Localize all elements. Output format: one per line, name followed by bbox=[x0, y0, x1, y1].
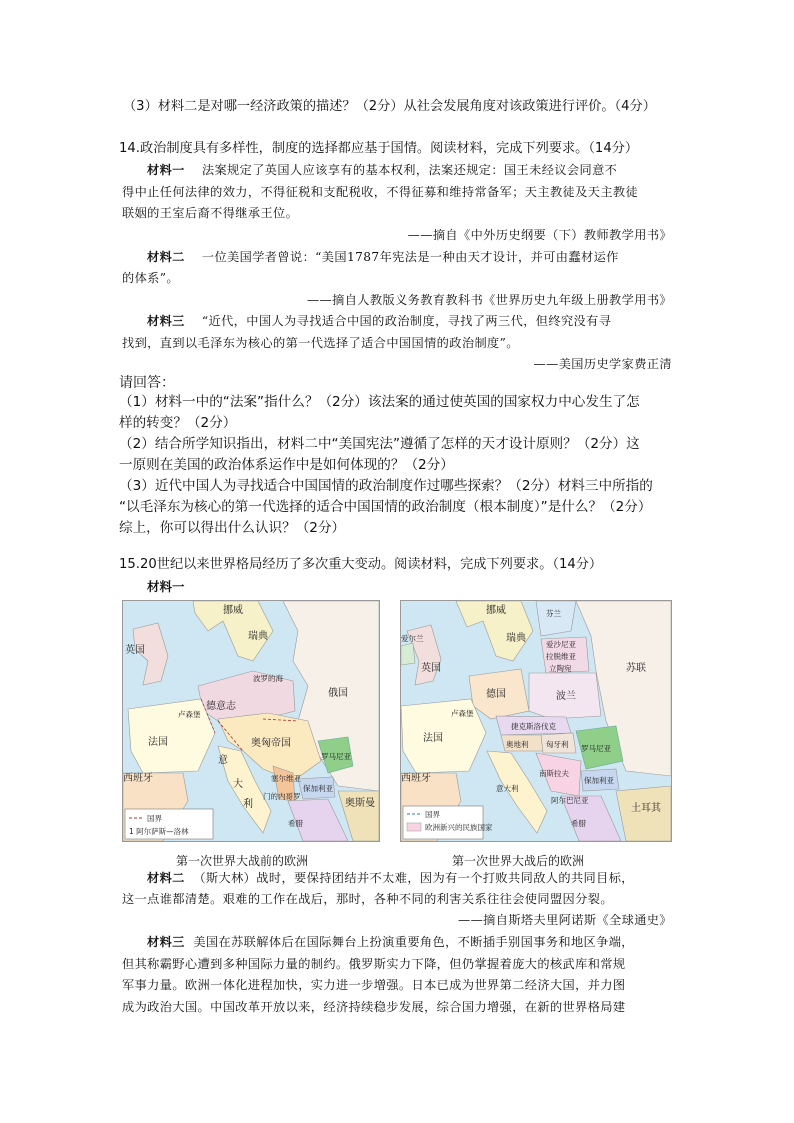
material-label: 材料三 bbox=[147, 314, 185, 328]
map-label: 波兰 bbox=[556, 691, 576, 702]
q14-material1-line1 bbox=[147, 161, 617, 179]
map-label: 波罗的海 bbox=[253, 674, 283, 683]
q14-question-line: 样的转变？（2分） bbox=[119, 415, 237, 431]
map-label: 匈牙利 bbox=[546, 740, 569, 749]
map-label: 俄国 bbox=[328, 688, 348, 699]
q14-material3-source: ——美国历史学家费正清 bbox=[533, 357, 672, 371]
q15-material3-line2: 但其称霸野心遭到多种国际力量的制约。俄罗斯实力下降，但仍掌握着庞大的核武库和常规 bbox=[122, 957, 626, 971]
q14-material2-line1 bbox=[147, 248, 619, 266]
q15-material1-label: 材料一 bbox=[147, 579, 185, 594]
q14-question-line: （3）近代中国人为寻找适合中国国情的政治制度作过哪些探索？（2分）材料三中所指的 bbox=[119, 478, 653, 494]
q14-question-line: （1）材料一中的“法案”指什么？（2分）该法案的通过使英国的国家权力中心发生了怎 bbox=[119, 394, 640, 410]
map-label: 英国 bbox=[125, 645, 145, 656]
material-text: 一位美国学者曾说：“美国1787年宪法是一种由天才设计，并可由蠢材运作 bbox=[201, 250, 619, 264]
map-label: 德国 bbox=[486, 689, 506, 700]
q15-material2-line2: 这一点谁都清楚。艰难的工作在战后，那时，各种不同的利害关系往往会使同盟因分裂。 bbox=[122, 892, 613, 906]
map-label: 英国 bbox=[421, 663, 441, 674]
q14-question-line: “以毛泽东为核心的第一代选择的适合中国国情的政治制度（根本制度）”是什么？（2分） bbox=[119, 499, 652, 515]
map-europe-after-wwi bbox=[400, 600, 672, 842]
material-label: 材料三 bbox=[147, 935, 185, 949]
new-state-legend-swatch bbox=[407, 823, 421, 831]
q14-question-line: （2）结合所学知识指出，材料二中“美国宪法”遵循了怎样的天才设计原则？（2分）这 bbox=[119, 436, 640, 452]
map-label: 阿尔巴尼亚 bbox=[551, 796, 589, 805]
map-before-svg bbox=[123, 601, 379, 841]
material-text: 美国在苏联解体后在国际舞台上扮演重要角色，不断插手别国事务和地区争端， bbox=[193, 935, 634, 949]
material-text: （斯大林）战时，要保持团结并不太难，因为有一个打败共同敌人的共同目标， bbox=[193, 871, 634, 885]
q13-part3: （3）材料二是对哪一经济政策的描述？（2分）从社会发展角度对该政策进行评价。（4分） bbox=[123, 99, 656, 114]
map-label: 卢森堡 bbox=[451, 709, 474, 718]
map-label: 土耳其 bbox=[631, 803, 661, 814]
material-label: 材料二 bbox=[147, 250, 185, 264]
map-label: 苏联 bbox=[626, 663, 646, 674]
map-label: 爱沙尼亚 bbox=[546, 640, 576, 649]
map-label: 罗马尼亚 bbox=[321, 752, 351, 761]
q15-material3-line3: 军事力量。欧洲一体化进程加快，实力进一步增强。日本已成为世界第二经济大国，并力图 bbox=[122, 978, 626, 992]
map-europe-before-wwi bbox=[122, 600, 380, 842]
q14-material2-line2: 的体系”。 bbox=[122, 271, 179, 285]
map-label: 德意志 bbox=[206, 701, 236, 712]
q15-material3-line4: 成为政治大国。中国改革开放以来，经济持续稳步发展，综合国力增强，在新的世界格局建 bbox=[122, 1000, 626, 1014]
map-label: 奥斯曼 bbox=[345, 798, 375, 809]
material-text: “近代，中国人为寻找适合中国的政治制度，寻找了两三代，但终究没有寻 bbox=[201, 314, 612, 328]
map-label: 立陶宛 bbox=[549, 664, 572, 673]
material-label: 材料二 bbox=[147, 871, 185, 885]
map-label: 挪威 bbox=[486, 605, 506, 616]
map-label: 卢森堡 bbox=[178, 710, 201, 719]
ask-heading: 请回答： bbox=[119, 375, 175, 391]
map-before-caption: 第一次世界大战前的欧洲 bbox=[176, 854, 309, 868]
map-label: 门的内哥罗 bbox=[263, 792, 301, 801]
q14-question-line: 综上，你可以得出什么认识？（2分） bbox=[119, 520, 346, 536]
material-label: 材料一 bbox=[147, 163, 185, 177]
q15-intro: 15.20世纪以来世界格局经历了多次重大变动。阅读材料，完成下列要求。（14分） bbox=[119, 557, 603, 572]
map-label: 塞尔维亚 bbox=[271, 774, 301, 783]
map-label: 奥地利 bbox=[506, 740, 529, 749]
map-label: 利 bbox=[243, 799, 253, 810]
map-label: 芬兰 bbox=[546, 609, 561, 618]
map-label: 保加利亚 bbox=[303, 784, 333, 793]
map-legend-item: 国界 bbox=[147, 814, 162, 823]
map-label: 西班牙 bbox=[401, 773, 431, 784]
map-label: 法国 bbox=[423, 733, 443, 744]
q14-material3-line1 bbox=[147, 312, 611, 330]
q15-material3-line1 bbox=[147, 933, 634, 951]
q14-material1-line3: 联姻的王室后裔不得继承王位。 bbox=[122, 206, 299, 220]
map-label: 法国 bbox=[148, 737, 168, 748]
map-label: 希腊 bbox=[571, 819, 586, 828]
map-label: 奥匈帝国 bbox=[251, 738, 291, 749]
q14-intro: 14.政治制度具有多样性，制度的选择都应基于国情。阅读材料，完成下列要求。（14分） bbox=[119, 141, 639, 156]
map-label: 爱尔兰 bbox=[401, 634, 424, 643]
map-label: 希腊 bbox=[288, 819, 303, 828]
map-label: 西班牙 bbox=[123, 773, 153, 784]
q14-material1-source: ——摘自《中外历史纲要（下）教师教学用书》 bbox=[407, 228, 672, 242]
map-legend-item: 1 阿尔萨斯—洛林 bbox=[129, 827, 189, 836]
map-legend-item: 欧洲新兴的民族国家 bbox=[425, 823, 493, 832]
q14-question-line: 一原则在美国的政治体系运作中是如何体现的？（2分） bbox=[119, 457, 454, 473]
map-label: 瑞典 bbox=[248, 631, 268, 642]
map-after-caption: 第一次世界大战后的欧洲 bbox=[452, 854, 585, 868]
map-label: 南斯拉夫 bbox=[539, 769, 569, 778]
map-label: 捷克斯洛伐克 bbox=[511, 722, 556, 731]
map-legend-item: 国界 bbox=[425, 810, 440, 819]
map-label: 罗马尼亚 bbox=[581, 744, 611, 753]
map-label: 挪威 bbox=[223, 605, 243, 616]
q15-material2-source: ——摘自斯塔夫里阿诺斯《全球通史》 bbox=[458, 913, 672, 927]
q14-material1-line2: 得中止任何法律的效力，不得征税和支配税收，不得征募和维持常备军；天主教徒及天主教徒 bbox=[122, 185, 639, 199]
map-label: 拉脱维亚 bbox=[546, 652, 576, 661]
map-label: 保加利亚 bbox=[584, 776, 614, 785]
map-label: 大 bbox=[233, 779, 243, 790]
q14-material2-source: ——摘自人教版义务教育教科书《世界历史九年级上册教学用书》 bbox=[306, 293, 672, 307]
map-label: 意大利 bbox=[496, 784, 519, 793]
q15-material2-line1 bbox=[147, 869, 634, 887]
q14-material3-line2: 找到，直到以毛泽东为核心的第一代选择了适合中国国情的政治制度”。 bbox=[122, 336, 519, 350]
map-label: 瑞典 bbox=[506, 633, 526, 644]
material-text: 法案规定了英国人应该享有的基本权利，法案还规定：国王未经议会同意不 bbox=[201, 163, 618, 177]
map-after-svg bbox=[401, 601, 671, 841]
map-label: 意 bbox=[218, 755, 228, 766]
